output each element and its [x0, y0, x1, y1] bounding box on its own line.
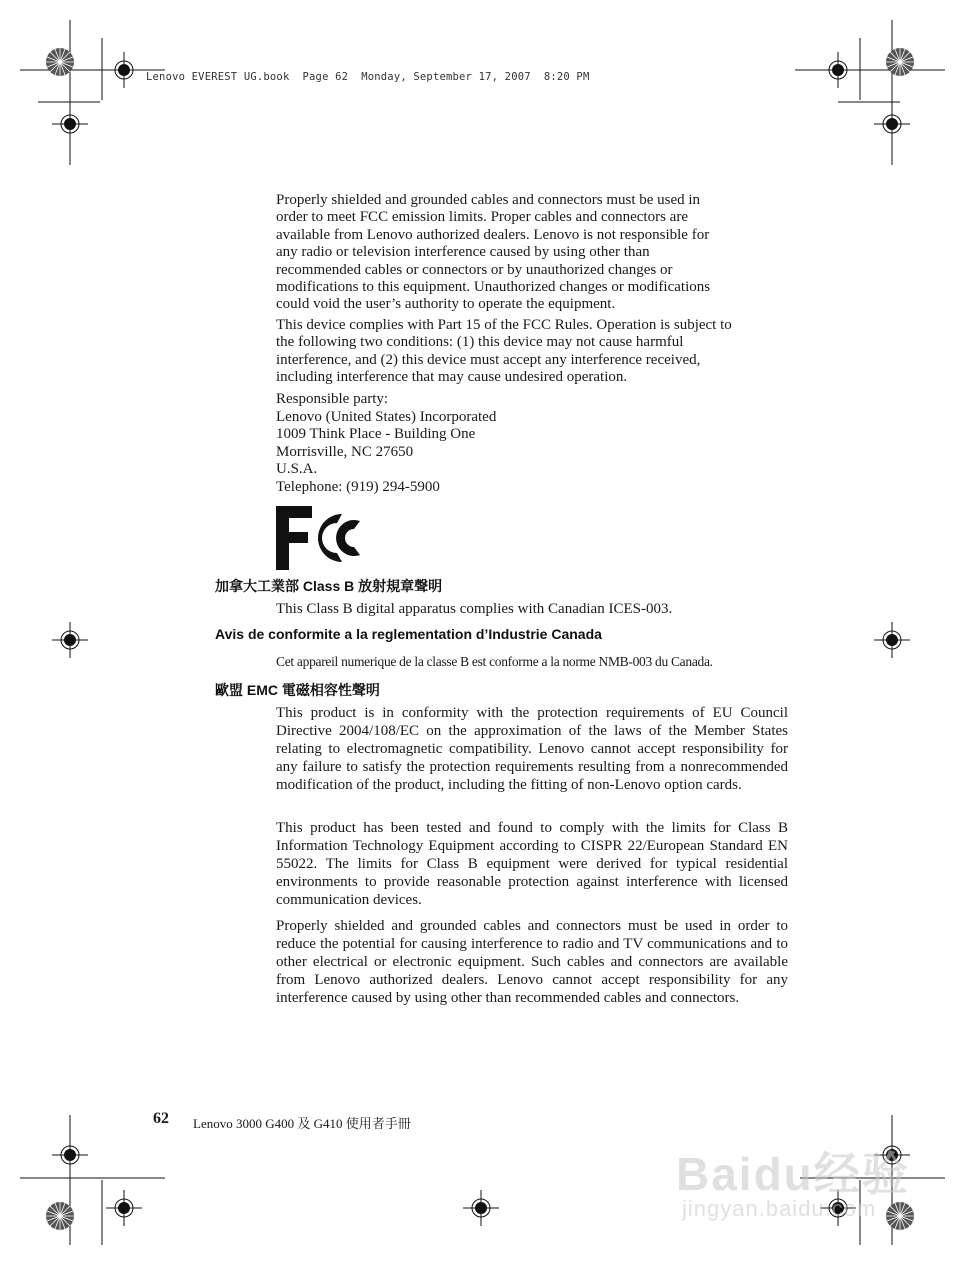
text-line: any radio or television interference caused by using other than	[276, 244, 650, 261]
section-heading-canada-cn: 加拿大工業部 Class B 放射規章聲明	[215, 578, 443, 594]
responsible-party	[276, 391, 788, 497]
address-line: U.S.A.	[276, 461, 318, 478]
address-line: Lenovo (United States) Incorporated	[276, 408, 497, 425]
text-line: the following two conditions: (1) this device may not cause harmful	[276, 334, 684, 351]
canada-fr-text: Cet appareil numerique de la classe B est conforme a la norme NMB-003 du Canada.	[276, 654, 713, 669]
text-line: available from Lenovo authorized dealers. Lenovo is not responsible for	[276, 226, 710, 243]
text-line: order to meet FCC emission limits. Proper cables and connectors are	[276, 209, 688, 226]
address-line: 1009 Think Place - Building One	[276, 426, 476, 443]
eu-paragraph-2: This product has been tested and found to comply with the limits for Class B Information Technology Equipment according to CISPR 22/European Standard EN 55022. The limits for Class B equipment were derived for typical residential environments to provide reasonable protection against interference with licensed communication devices.	[276, 820, 788, 908]
eu-paragraph-3: Properly shielded and grounded cables and connectors must be used in order to reduce the potential for causing interference to radio and TV communications and to other electrical or electronic equipment. Such cables and connectors are available from Lenovo authorized dealers. Lenovo cannot accept responsibility for any interference caused by using other than recommended cables and connectors.	[276, 918, 788, 1006]
page-number: 62	[153, 1110, 169, 1127]
text-line: interference, and (2) this device must accept any interference received,	[276, 351, 701, 368]
watermark	[676, 1138, 936, 1248]
text-line: Properly shielded and grounded cables and connectors must be used in	[276, 192, 701, 208]
watermark-url: jingyan.baidu.com	[682, 1196, 877, 1221]
text-line: recommended cables or connectors or by unauthorized changes or	[276, 261, 673, 278]
watermark-brand: Baidu经验	[676, 1148, 910, 1200]
text-line: This device complies with Part 15 of the FCC Rules. Operation is subject to	[276, 317, 732, 333]
address-line: Telephone: (919) 294-5900	[276, 478, 440, 495]
text-line: could void the user’s authority to operate the equipment.	[276, 296, 616, 313]
section-heading-eu: 歐盟 EMC 電磁相容性聲明	[215, 682, 380, 698]
slug-line: Lenovo EVEREST UG.book Page 62 Monday, September 17, 2007 8:20 PM	[146, 71, 590, 83]
footer-title: Lenovo 3000 G400 及 G410 使用者手冊	[193, 1116, 411, 1131]
canada-cn-text: This Class B digital apparatus complies with Canadian ICES-003.	[276, 601, 673, 617]
address-line: Responsible party:	[276, 391, 389, 407]
fcc-logo	[276, 506, 366, 570]
section-heading-canada-fr: Avis de conformite a la reglementation d’Industrie Canada	[215, 626, 602, 642]
text-line: modifications to this equipment. Unauthorized changes or modifications	[276, 279, 711, 296]
fcc-paragraph-2	[276, 317, 788, 387]
eu-paragraph-1: This product is in conformity with the protection requirements of EU Council Directive 2004/108/EC on the approximation of the laws of the Member States relating to electromagnetic compatibility. Lenovo cannot accept responsibility for any failure to satisfy the protection requirements resulting from a nonrecommended modification of the product, including the fitting of non-Lenovo option cards.	[276, 705, 788, 793]
fcc-paragraph-1	[276, 192, 788, 314]
address-line: Morrisville, NC 27650	[276, 443, 414, 460]
text-line: including interference that may cause undesired operation.	[276, 369, 628, 386]
